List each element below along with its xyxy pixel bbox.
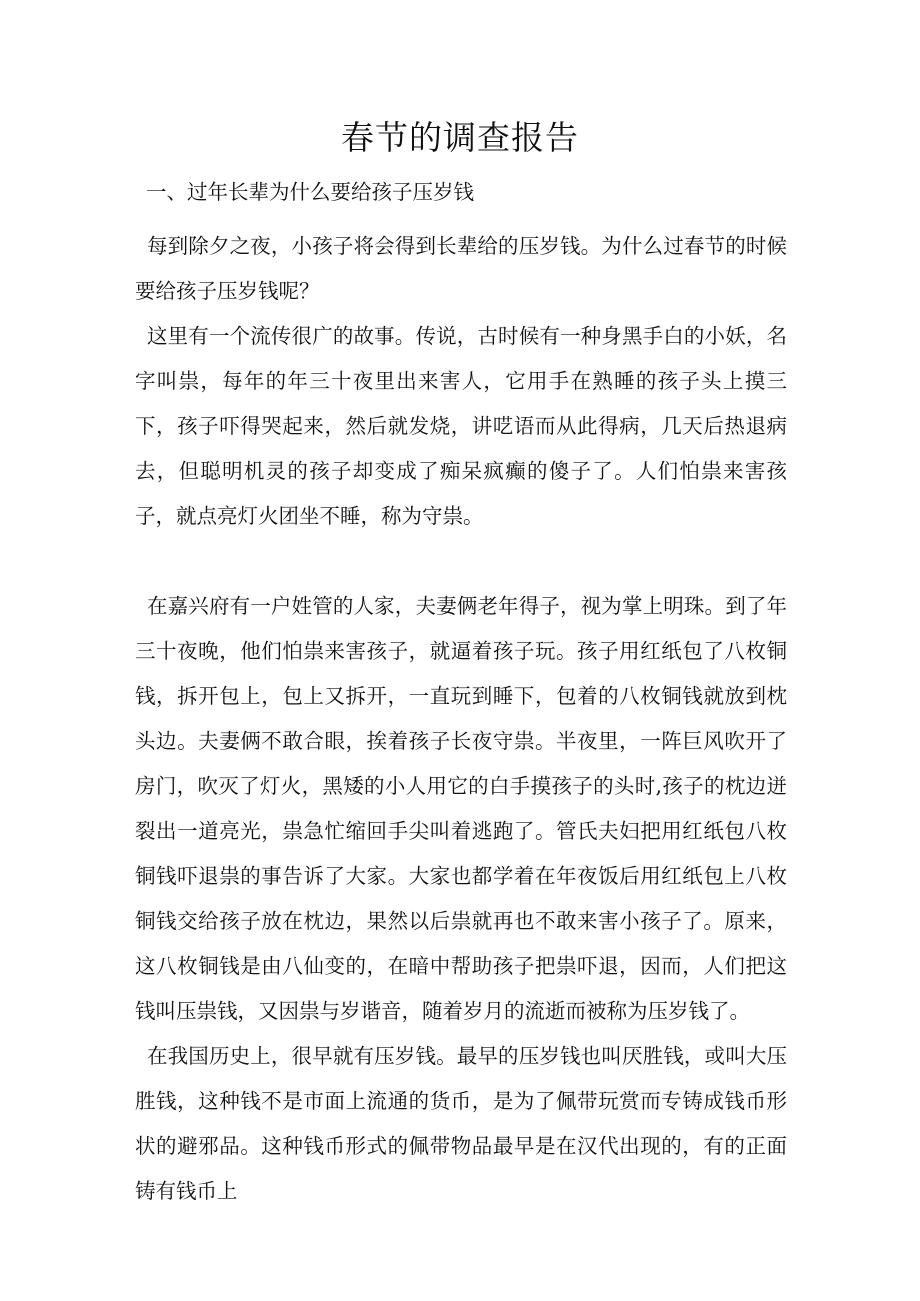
paragraph-intro: 每到除夕之夜，小孩子将会得到长辈给的压岁钱。为什么过春节的时候要给孩子压岁钱呢？ bbox=[135, 234, 787, 303]
paragraph-history: 在我国历史上，很早就有压岁钱。最早的压岁钱也叫厌胜钱，或叫大压胜钱，这种钱不是市面上流通的货币，是为了佩带玩赏而专铸成钱币形状的避邪品。这种钱币形式的佩带物品最早是在汉代出现的，有的正面铸有钱币上 bbox=[135, 1044, 787, 1203]
document-title: 春节的调查报告 bbox=[341, 118, 579, 157]
section-heading: 一、过年长辈为什么要给孩子压岁钱 bbox=[146, 180, 474, 204]
paragraph-guan-family: 在嘉兴府有一户姓管的人家，夫妻俩老年得子，视为掌上明珠。到了年三十夜晚，他们怕祟来害孩子，就逼着孩子玩。孩子用红纸包了八枚铜钱，拆开包上，包上又拆开，一直玩到睡下，包着的八枚铜钱就放到枕头边。夫妻俩不敢合眼，挨着孩子长夜守祟。半夜里，一阵巨风吹开了房门，吹灭了灯火，黑矮的小人用它的白手摸孩子的头时,孩子的枕边迸裂出一道亮光，祟急忙缩回手尖叫着逃跑了。管氏夫妇把用红纸包八枚铜钱吓退祟的事告诉了大家。大家也都学着在年夜饭后用红纸包上八枚铜钱交给孩子放在枕边，果然以后祟就再也不敢来害小孩子了。原来，这八枚铜钱是由八仙变的，在暗中帮助孩子把祟吓退，因而，人们把这钱叫压祟钱，又因祟与岁谐音，随着岁月的流逝而被称为压岁钱了。 bbox=[135, 594, 787, 1023]
paragraph-legend: 这里有一个流传很广的故事。传说，古时候有一种身黑手白的小妖，名字叫祟，每年的年三十夜里出来害人，它用手在熟睡的孩子头上摸三下，孩子吓得哭起来，然后就发烧，讲呓语而从此得病，几天后热退病去，但聪明机灵的孩子却变成了痴呆疯癫的傻子了。人们怕祟来害孩子，就点亮灯火团坐不睡，称为守祟。 bbox=[135, 324, 787, 528]
